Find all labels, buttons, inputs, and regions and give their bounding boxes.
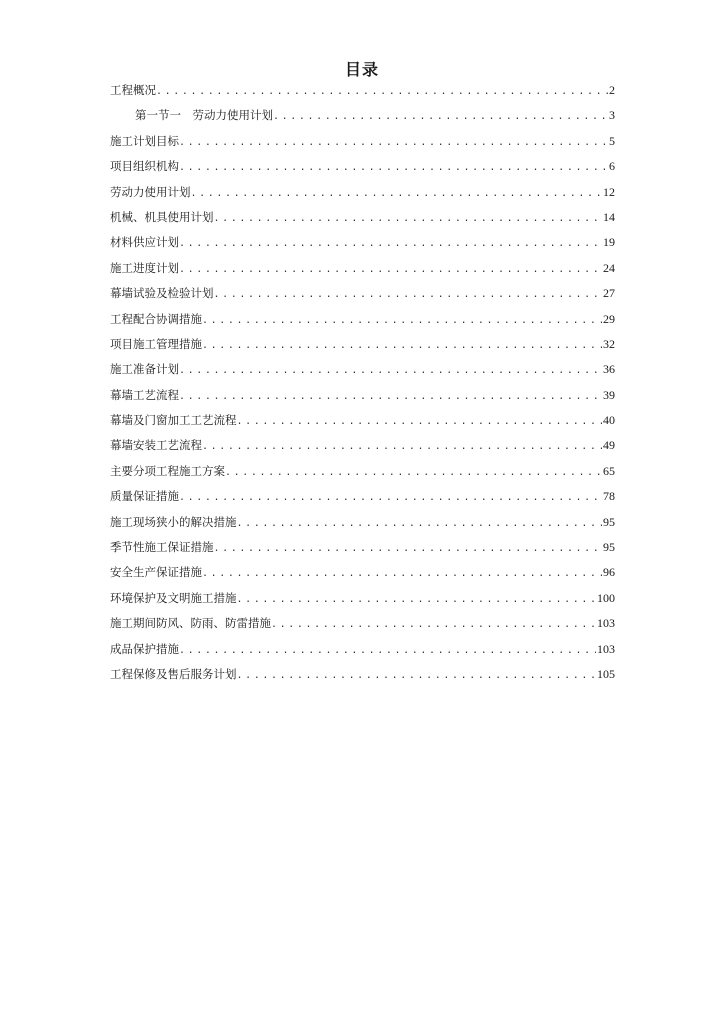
toc-entry-page-number: 5 [609, 133, 615, 148]
toc-entry-page-number: 29 [603, 311, 615, 326]
toc-entry-title: 施工计划目标 [110, 133, 179, 148]
toc-entry[interactable] [110, 256, 615, 281]
page-title: 目录 [344, 60, 379, 79]
toc-entry-title: 质量保证措施 [110, 489, 179, 504]
toc-entry-page-number: 19 [603, 235, 615, 250]
toc-entry-page-number: 2 [609, 83, 615, 97]
dot-leader [214, 206, 603, 231]
dot-leader [202, 333, 602, 358]
dot-leader [179, 358, 602, 383]
dot-leader [271, 612, 596, 637]
toc-entry[interactable] [110, 408, 615, 433]
toc-entry-title: 幕墙工艺流程 [110, 387, 179, 402]
dot-leader [237, 409, 603, 434]
toc-entry[interactable] [110, 307, 615, 332]
toc-entry[interactable] [110, 129, 615, 154]
toc-entry-page-number: 36 [603, 362, 615, 377]
dot-leader [202, 434, 602, 459]
toc-entry-title: 工程概况 [110, 83, 156, 97]
toc-entry-title: 材料供应计划 [110, 235, 179, 250]
toc-entry[interactable] [110, 357, 615, 382]
dot-leader [191, 181, 603, 206]
dot-leader [202, 308, 602, 333]
toc-entry[interactable] [110, 459, 615, 484]
toc-entry[interactable] [110, 586, 615, 611]
toc-entry[interactable] [110, 281, 615, 306]
toc-entry-title: 施工准备计划 [110, 362, 179, 377]
toc-entry[interactable] [110, 180, 615, 205]
dot-leader [179, 231, 602, 256]
toc-entry-page-number: 95 [603, 540, 615, 555]
toc-entry-title: 安全生产保证措施 [110, 565, 202, 580]
toc-entry-title: 机械、机具使用计划 [110, 209, 214, 224]
toc-entry-page-number: 6 [609, 159, 615, 174]
toc-entry-title: 施工现场狭小的解决措施 [110, 514, 237, 529]
toc-entry-title: 幕墙及门窗加工工艺流程 [110, 413, 237, 428]
dot-leader [237, 511, 603, 536]
toc-entry[interactable] [110, 230, 615, 255]
toc-entry-page-number: 3 [609, 108, 615, 123]
toc-entry-page-number: 32 [603, 336, 615, 351]
dot-leader [179, 384, 602, 409]
toc-entry[interactable] [110, 154, 615, 179]
toc-entry-page-number: 103 [597, 616, 615, 631]
toc-entry[interactable] [110, 383, 615, 408]
toc-entry-page-number: 103 [597, 641, 615, 656]
dot-leader [237, 663, 597, 688]
toc-entry-page-number: 105 [597, 666, 615, 681]
toc-entry-page-number: 49 [603, 438, 615, 453]
toc-entry[interactable] [110, 78, 615, 103]
toc-entry-title: 幕墙安装工艺流程 [110, 438, 202, 453]
toc-entry[interactable] [110, 433, 615, 458]
toc-entry-title: 项目施工管理措施 [110, 336, 202, 351]
dot-leader [273, 104, 608, 129]
toc-entry[interactable] [110, 560, 615, 585]
toc-entry-page-number: 39 [603, 387, 615, 402]
toc-entry-title: 第一节一 劳动力使用计划 [135, 108, 273, 123]
toc-entry-title: 施工进度计划 [110, 260, 179, 275]
dot-leader [179, 638, 596, 663]
toc-entry-title: 劳动力使用计划 [110, 184, 191, 199]
toc-entry-page-number: 40 [603, 413, 615, 428]
toc-entry-title: 成品保护措施 [110, 641, 179, 656]
toc-entry-page-number: 12 [603, 184, 615, 199]
toc-entry-page-number: 100 [597, 590, 615, 605]
toc-entry-title: 施工期间防风、防雨、防雷措施 [110, 616, 271, 631]
toc-entry[interactable] [110, 611, 615, 636]
toc-entry-title: 季节性施工保证措施 [110, 540, 214, 555]
toc-entry-page-number: 78 [603, 489, 615, 504]
toc-entry-page-number: 65 [603, 463, 615, 478]
toc-entry-title: 项目组织机构 [110, 159, 179, 174]
dot-leader [214, 536, 603, 561]
toc-entry[interactable] [110, 535, 615, 560]
dot-leader [225, 460, 602, 485]
toc-entry-title: 工程保修及售后服务计划 [110, 666, 237, 681]
toc-entry-title: 主要分项工程施工方案 [110, 463, 225, 478]
toc-entry[interactable] [110, 484, 615, 509]
dot-leader [179, 130, 608, 155]
toc-entry-page-number: 24 [603, 260, 615, 275]
dot-leader [179, 155, 608, 180]
toc-entry[interactable] [110, 205, 615, 230]
dot-leader [214, 282, 603, 307]
toc-entry-page-number: 96 [603, 565, 615, 580]
toc-entry-page-number: 14 [603, 209, 615, 224]
table-of-contents [110, 78, 615, 687]
toc-entry-title: 环境保护及文明施工措施 [110, 590, 237, 605]
toc-entry[interactable] [110, 637, 615, 662]
toc-entry[interactable] [110, 662, 615, 687]
dot-leader [156, 79, 608, 104]
toc-entry-title: 工程配合协调措施 [110, 311, 202, 326]
dot-leader [179, 257, 602, 282]
dot-leader [202, 561, 602, 586]
toc-entry-page-number: 95 [603, 514, 615, 529]
toc-entry-title: 幕墙试验及检验计划 [110, 286, 214, 301]
toc-entry[interactable] [110, 510, 615, 535]
dot-leader [179, 485, 602, 510]
toc-entry[interactable] [110, 332, 615, 357]
dot-leader [237, 587, 597, 612]
toc-entry[interactable] [110, 103, 615, 128]
toc-entry-page-number: 27 [603, 286, 615, 301]
